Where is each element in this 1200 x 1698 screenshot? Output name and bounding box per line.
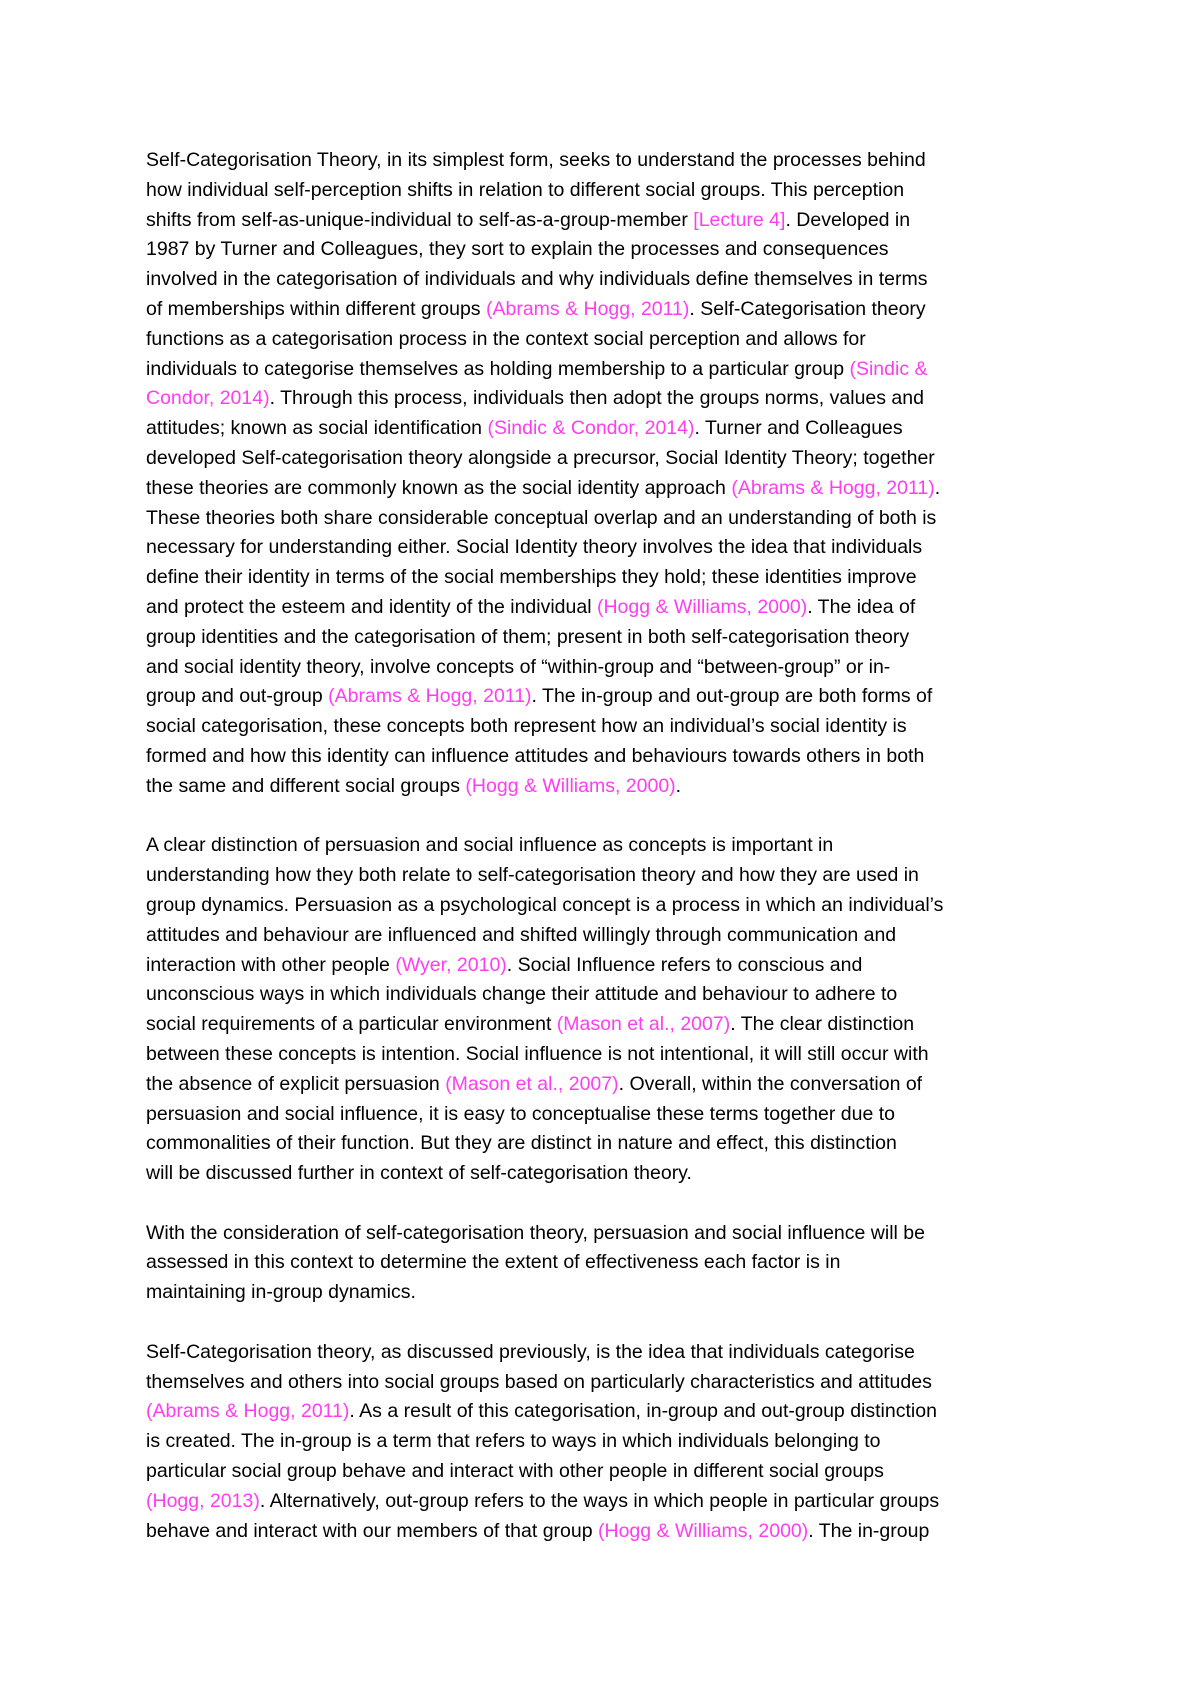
text-line	[146, 1457, 1066, 1487]
body-text: . The in-group and out-group are both forms of	[531, 685, 933, 708]
body-text: and protect the esteem and identity of the individual	[146, 595, 597, 618]
text-line	[146, 265, 1066, 295]
text-line	[146, 921, 1066, 951]
body-text: Self-Categorisation Theory, in its simplest form, seeks to understand the processes behind	[146, 149, 926, 171]
citation: (Abrams & Hogg, 2011)	[731, 476, 935, 499]
body-text: these theories are commonly known as the social identity approach	[146, 476, 732, 499]
document-body	[146, 146, 1066, 1576]
citation: (Abrams & Hogg, 2011)	[146, 1400, 350, 1423]
body-text: attitudes; known as social identification	[146, 417, 488, 440]
body-text: group dynamics. Persuasion as a psychological concept is a process in which an individual’s	[146, 893, 944, 916]
body-text: . Social Influence refers to conscious and	[506, 953, 863, 976]
body-text: social categorisation, these concepts both represent how an individual’s social identity is	[146, 715, 907, 738]
body-text: group and out-group	[146, 685, 329, 708]
body-text: behave and interact with our members of that group	[146, 1519, 599, 1542]
text-line	[146, 563, 1066, 593]
body-text: Self-Categorisation theory, as discussed previously, is the idea that individuals categorise	[146, 1340, 915, 1363]
text-line	[146, 861, 1066, 891]
body-text: . The clear distinction	[730, 1013, 915, 1036]
body-text: . The in-group	[808, 1519, 930, 1542]
body-text: interaction with other people	[146, 953, 396, 976]
body-text: developed Self-categorisation theory alongside a precursor, Social Identity Theory; together	[146, 446, 935, 469]
citation: (Sindic & Condor, 2014)	[487, 417, 695, 440]
text-line	[146, 1517, 1066, 1547]
text-line	[146, 325, 1066, 355]
body-text: involved in the categorisation of individuals and why individuals define themselves in terms	[146, 268, 928, 291]
text-line	[146, 712, 1066, 742]
body-text: between these concepts is intention. Social influence is not intentional, it will still occur with	[146, 1042, 929, 1065]
text-line	[146, 1129, 1066, 1159]
citation: (Hogg & Williams, 2000)	[465, 774, 676, 797]
text-line	[146, 474, 1066, 504]
paragraph	[146, 831, 1066, 1189]
citation: Condor, 2014)	[146, 387, 270, 410]
body-text: . Turner and Colleagues	[694, 417, 903, 440]
text-line	[146, 176, 1066, 206]
text-line	[146, 682, 1066, 712]
body-text: unconscious ways in which individuals change their attitude and behaviour to adhere to	[146, 983, 898, 1006]
text-line	[146, 742, 1066, 772]
text-line	[146, 980, 1066, 1010]
body-text: shifts from self-as-unique-individual to self-as-a-group-member	[146, 208, 694, 231]
body-text: . As a result of this categorisation, in-group and out-group distinction	[349, 1400, 937, 1423]
body-text: persuasion and social influence, it is easy to conceptualise these terms together due to	[146, 1102, 896, 1125]
text-line	[146, 146, 1066, 176]
body-text: A clear distinction of persuasion and social influence as concepts is important in	[146, 834, 834, 857]
body-text: formed and how this identity can influence attitudes and behaviours towards others in both	[146, 744, 925, 767]
citation: (Wyer, 2010)	[395, 953, 507, 976]
citation: (Abrams & Hogg, 2011)	[328, 685, 532, 708]
text-line	[146, 1278, 1066, 1308]
citation: (Abrams & Hogg, 2011)	[485, 297, 690, 320]
citation: (Hogg & Williams, 2000)	[596, 595, 808, 618]
text-line	[146, 951, 1066, 981]
body-text: assessed in this context to determine the extent of effectiveness each factor is in	[146, 1251, 841, 1274]
text-line	[146, 1070, 1066, 1100]
body-text: of memberships within different groups	[146, 297, 486, 320]
body-text: .	[675, 774, 682, 797]
body-text: particular social group behave and interact with other people in different social groups	[146, 1460, 884, 1483]
body-text: the same and different social groups	[146, 774, 466, 797]
body-text: define their identity in terms of the social memberships they hold; these identities improve	[146, 566, 917, 589]
text-line	[146, 206, 1066, 236]
text-line	[146, 355, 1066, 385]
text-line	[146, 1100, 1066, 1130]
text-line	[146, 772, 1066, 802]
body-text: These theories both share considerable conceptual overlap and an understanding of both is	[146, 506, 937, 529]
text-line	[146, 1040, 1066, 1070]
body-text: and social identity theory, involve concepts of “within-group and “between-group” or in-	[146, 655, 891, 678]
text-line	[146, 295, 1066, 325]
body-text: attitudes and behaviour are influenced and shifted willingly through communication and	[146, 923, 897, 946]
text-line	[146, 235, 1066, 265]
text-line	[146, 1159, 1066, 1189]
body-text: With the consideration of self-categorisation theory, persuasion and social influence will be	[146, 1221, 925, 1244]
body-text: themselves and others into social groups based on particularly characteristics and attitudes	[146, 1370, 932, 1393]
text-line	[146, 653, 1066, 683]
paragraph	[146, 1219, 1066, 1308]
text-line	[146, 384, 1066, 414]
body-text: will be discussed further in context of self-categorisation theory.	[146, 1162, 692, 1185]
body-text: necessary for understanding either. Social Identity theory involves the idea that individuals	[146, 536, 923, 559]
citation: (Mason et al., 2007)	[556, 1013, 731, 1036]
citation: (Sindic &	[849, 357, 928, 380]
text-line	[146, 1368, 1066, 1398]
text-line	[146, 1219, 1066, 1249]
body-text: social requirements of a particular environment	[146, 1013, 557, 1036]
paragraph	[146, 146, 1066, 802]
text-line	[146, 444, 1066, 474]
text-line	[146, 593, 1066, 623]
body-text: understanding how they both relate to self-categorisation theory and how they are used in	[146, 864, 919, 887]
text-line	[146, 1248, 1066, 1278]
body-text: the absence of explicit persuasion	[146, 1072, 446, 1095]
text-line	[146, 533, 1066, 563]
body-text: how individual self-perception shifts in relation to different social groups. This perception	[146, 178, 905, 201]
body-text: . Developed in	[785, 208, 911, 231]
text-line	[146, 1338, 1066, 1368]
citation: (Hogg, 2013)	[146, 1489, 260, 1512]
text-line	[146, 831, 1066, 861]
body-text: . Through this process, individuals then adopt the groups norms, values and	[269, 387, 924, 410]
text-line	[146, 504, 1066, 534]
text-line	[146, 1010, 1066, 1040]
body-text: . Alternatively, out-group refers to the ways in which people in particular groups	[259, 1489, 940, 1512]
body-text: group identities and the categorisation of them; present in both self-categorisation theory	[146, 625, 910, 648]
text-line	[146, 1397, 1066, 1427]
body-text: .	[934, 476, 941, 499]
text-line	[146, 1487, 1066, 1517]
body-text: . The idea of	[807, 595, 916, 618]
text-line	[146, 891, 1066, 921]
paragraph	[146, 1338, 1066, 1547]
text-line	[146, 623, 1066, 653]
text-line	[146, 414, 1066, 444]
body-text: functions as a categorisation process in the context social perception and allows for	[146, 327, 866, 350]
body-text: maintaining in-group dynamics.	[146, 1281, 416, 1304]
body-text: individuals to categorise themselves as holding membership to a particular group	[146, 357, 850, 380]
body-text: commonalities of their function. But they are distinct in nature and effect, this distinction	[146, 1132, 897, 1155]
text-line	[146, 1427, 1066, 1457]
citation: (Hogg & Williams, 2000)	[598, 1519, 809, 1542]
body-text: is created. The in-group is a term that refers to ways in which individuals belonging to	[146, 1430, 881, 1453]
body-text: . Overall, within the conversation of	[618, 1072, 923, 1095]
citation: [Lecture 4]	[693, 208, 786, 231]
citation: (Mason et al., 2007)	[445, 1072, 619, 1095]
body-text: 1987 by Turner and Colleagues, they sort to explain the processes and consequences	[146, 238, 889, 261]
body-text: . Self-Categorisation theory	[689, 297, 926, 320]
